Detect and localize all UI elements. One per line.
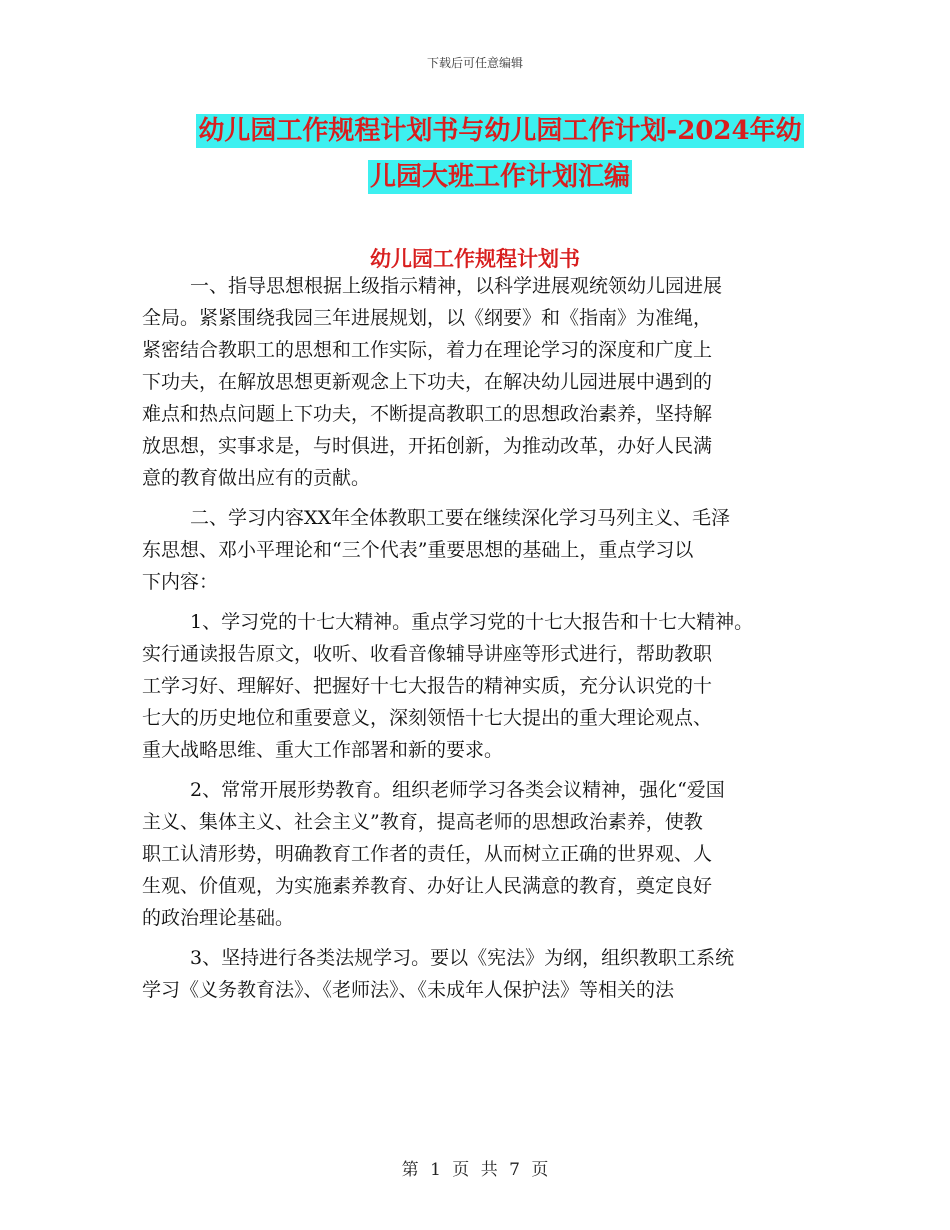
text-line: 意的教育做出应有的贡献。 xyxy=(142,467,371,489)
text-line: 生观、价值观，为实施素养教育、办好让人民满意的教育，奠定良好 xyxy=(142,875,713,897)
document-title-line-2 xyxy=(150,154,850,200)
text-line: 下内容： xyxy=(142,571,219,593)
text-line: 一、指导思想根据上级指示精神，以科学进展观统领幼儿园进展 xyxy=(190,275,723,297)
text-line: 2、常常开展形势教育。组织老师学习各类会议精神，强化“爱国 xyxy=(190,779,725,801)
document-body xyxy=(142,270,822,1014)
text-line: 主义、集体主义、社会主义”教育，提高老师的思想政治素养，使教 xyxy=(142,811,703,833)
document-title xyxy=(150,108,850,200)
text-line: 全局。紧紧围绕我园三年进展规划，以《纲要》和《指南》为准绳， xyxy=(142,307,713,329)
text-line: 东思想、邓小平理论和“三个代表”重要思想的基础上，重点学习以 xyxy=(142,539,694,561)
title-line-2-text: 儿园大班工作计划汇编 xyxy=(369,162,630,192)
text-line: 七大的历史地位和重要意义，深刻领悟十七大提出的重大理论观点、 xyxy=(142,707,713,729)
text-line: 的政治理论基础。 xyxy=(142,907,295,929)
text-line: 实行通读报告原文，收听、收看音像辅导讲座等形式进行，帮助教职 xyxy=(142,643,713,665)
title-line-1-text: 幼儿园工作规程计划书与幼儿园工作计划-2024年幼 xyxy=(198,116,802,146)
text-line: 放思想，实事求是，与时俱进，开拓创新，为推动改革，办好人民满 xyxy=(142,435,713,457)
paragraph-3 xyxy=(142,606,822,766)
header-note: 下载后可任意编辑 xyxy=(426,56,523,70)
text-line: 职工认清形势，明确教育工作者的责任，从而树立正确的世界观、人 xyxy=(142,843,713,865)
text-line: 学习《义务教育法》、《老师法》、《未成年人保护法》等相关的法 xyxy=(142,979,675,1001)
text-line: 重大战略思维、重大工作部署和新的要求。 xyxy=(142,739,504,761)
text-line: 难点和热点问题上下功夫，不断提高教职工的思想政治素养，坚持解 xyxy=(142,403,713,425)
page-footer: 第 1 页 共 7 页 xyxy=(401,1160,549,1180)
text-line: 3、坚持进行各类法规学习。要以《宪法》为纲，组织教职工系统 xyxy=(190,947,735,969)
paragraph-1 xyxy=(142,270,822,494)
text-line: 工学习好、理解好、把握好十七大报告的精神实质，充分认识党的十 xyxy=(142,675,713,697)
document-title-line-1 xyxy=(150,108,850,154)
text-line: 下功夫，在解放思想更新观念上下功夫，在解决幼儿园进展中遇到的 xyxy=(142,371,713,393)
text-line: 1、学习党的十七大精神。重点学习党的十七大报告和十七大精神。 xyxy=(190,611,754,633)
section-title: 幼儿园工作规程计划书 xyxy=(370,246,580,271)
text-line: 二、学习内容XX年全体教职工要在继续深化学习马列主义、毛泽 xyxy=(190,507,731,529)
paragraph-2 xyxy=(142,502,822,598)
paragraph-4 xyxy=(142,774,822,934)
paragraph-5 xyxy=(142,942,822,1006)
text-line: 紧密结合教职工的思想和工作实际，着力在理论学习的深度和广度上 xyxy=(142,339,713,361)
